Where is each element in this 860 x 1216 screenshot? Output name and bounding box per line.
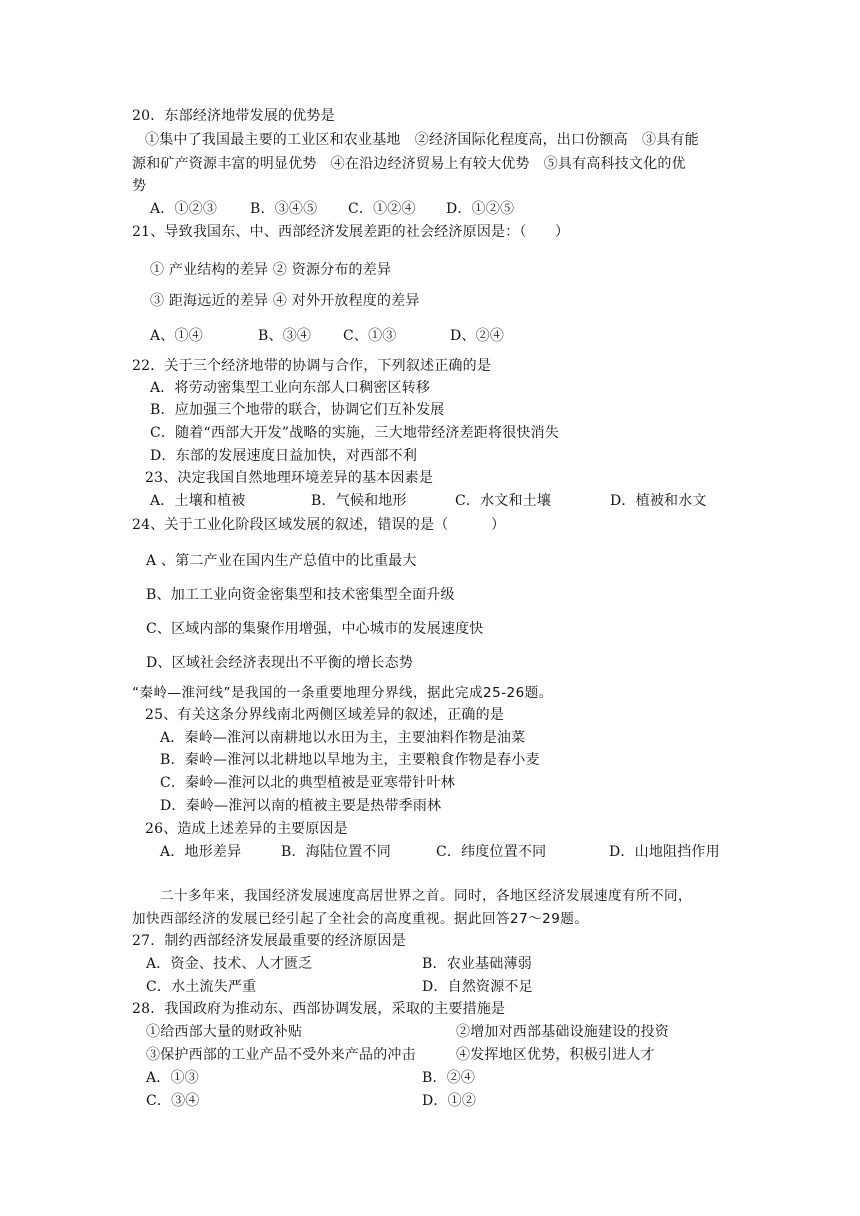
q21-option-c: C、①③	[343, 328, 397, 344]
q26-stem: 26、造成上述差异的主要原因是	[145, 821, 348, 837]
q20-option-c: C．①②④	[348, 201, 416, 217]
q28-item-2: ②增加对西部基础设施建设的投资	[456, 1024, 669, 1040]
q26-option-a: A．地形差异	[160, 844, 242, 860]
q28-option-a: A．①③	[146, 1070, 199, 1086]
q28-item-3: ③保护西部的工业产品不受外来产品的冲击	[146, 1047, 416, 1063]
q20-line3: 势	[132, 178, 147, 194]
q20-option-b: B．③④⑤	[250, 201, 318, 217]
q24-stem: 24、关于工业化阶段区域发展的叙述，错误的是（ ）	[132, 517, 506, 533]
q21-option-d: D、②④	[450, 328, 505, 344]
q28-item-4: ④发挥地区优势，积极引进人才	[456, 1047, 655, 1063]
q27-option-c: C．水土流失严重	[146, 979, 257, 995]
q27-stem: 27．制约西部经济发展最重要的经济原因是	[132, 933, 406, 949]
q28-option-b: B．②④	[422, 1070, 476, 1086]
q23-option-a: A．土壤和植被	[150, 493, 246, 509]
q28-stem: 28．我国政府为推动东、西部协调发展，采取的主要措施是	[132, 1001, 506, 1017]
q21-option-b: B、③④	[258, 328, 312, 344]
q24-option-c: C、区域内部的集聚作用增强，中心城市的发展速度快	[146, 621, 484, 637]
q21-items-1: ① 产业结构的差异 ② 资源分布的差异	[150, 262, 392, 278]
material-2-line1: 二十多年来，我国经济发展速度高居世界之首。同时，各地区经济发展速度有所不同，	[160, 888, 692, 904]
q21-items-2: ③ 距海远近的差异 ④ 对外开放程度的差异	[150, 293, 420, 309]
q26-option-b: B．海陆位置不同	[281, 844, 391, 860]
q25-option-a: A．秦岭—淮河以南耕地以水田为主，主要油料作物是油菜	[160, 730, 526, 746]
q21-stem: 21、导致我国东、中、西部经济发展差距的社会经济原因是：（ ）	[132, 224, 570, 240]
q23-option-d: D．植被和水文	[610, 493, 707, 509]
q23-option-c: C．水文和土壤	[455, 493, 552, 509]
q24-option-b: B、加工工业向资金密集型和技术密集型全面升级	[146, 587, 455, 603]
q20-line1: ①集中了我国最主要的工业区和农业基地 ②经济国际化程度高，出口份额高 ③具有能	[145, 132, 699, 148]
material-1: “秦岭—淮河线”是我国的一条重要地理分界线，据此完成25-26题。	[132, 685, 553, 701]
q23-stem: 23、决定我国自然地理环境差异的基本因素是	[145, 470, 434, 486]
material-2-line2: 加快西部经济的发展已经引起了全社会的高度重视。据此回答27～29题。	[132, 911, 589, 927]
q25-option-c: C．秦岭—淮河以北的典型植被是亚寒带针叶林	[160, 775, 455, 791]
q25-option-b: B．秦岭—淮河以北耕地以旱地为主，主要粮食作物是春小麦	[160, 752, 540, 768]
q22-option-b: B．应加强三个地带的联合，协调它们互补发展	[150, 402, 445, 418]
q28-item-1: ①给西部大量的财政补贴	[146, 1024, 303, 1040]
q24-option-a: A 、第二产业在国内生产总值中的比重最大	[146, 553, 417, 569]
q27-option-a: A．资金、技术、人才匮乏	[146, 956, 313, 972]
q20-option-d: D．①②⑤	[446, 201, 515, 217]
q24-option-d: D、区域社会经济表现出不平衡的增长态势	[146, 655, 414, 671]
q20-option-a: A．①②③	[150, 201, 218, 217]
q21-option-a: A、①④	[150, 328, 203, 344]
q20-stem: 20．东部经济地带发展的优势是	[132, 108, 335, 124]
q26-option-d: D．山地阻挡作用	[609, 844, 720, 860]
q22-option-d: D．东部的发展速度日益加快，对西部不利	[150, 448, 418, 464]
q22-option-c: C．随着“西部大开发”战略的实施，三大地带经济差距将很快消失	[150, 425, 560, 441]
q25-option-d: D．秦岭—淮河以南的植被主要是热带季雨林	[160, 798, 442, 814]
q27-option-b: B．农业基础薄弱	[422, 956, 532, 972]
q28-option-d: D．①②	[422, 1093, 477, 1109]
q25-stem: 25、有关这条分界线南北两侧区域差异的叙述，正确的是	[145, 707, 505, 723]
q23-option-b: B．气候和地形	[311, 493, 407, 509]
q22-stem: 22．关于三个经济地带的协调与合作，下列叙述正确的是	[132, 358, 492, 374]
q22-option-a: A．将劳动密集型工业向东部人口稠密区转移	[150, 380, 431, 396]
q20-line2: 源和矿产资源丰富的明显优势 ④在沿边经济贸易上有较大优势 ⑤具有高科技文化的优	[132, 156, 686, 172]
q26-option-c: C．纬度位置不同	[436, 844, 547, 860]
q28-option-c: C．③④	[146, 1093, 200, 1109]
q27-option-d: D．自然资源不足	[422, 979, 533, 995]
